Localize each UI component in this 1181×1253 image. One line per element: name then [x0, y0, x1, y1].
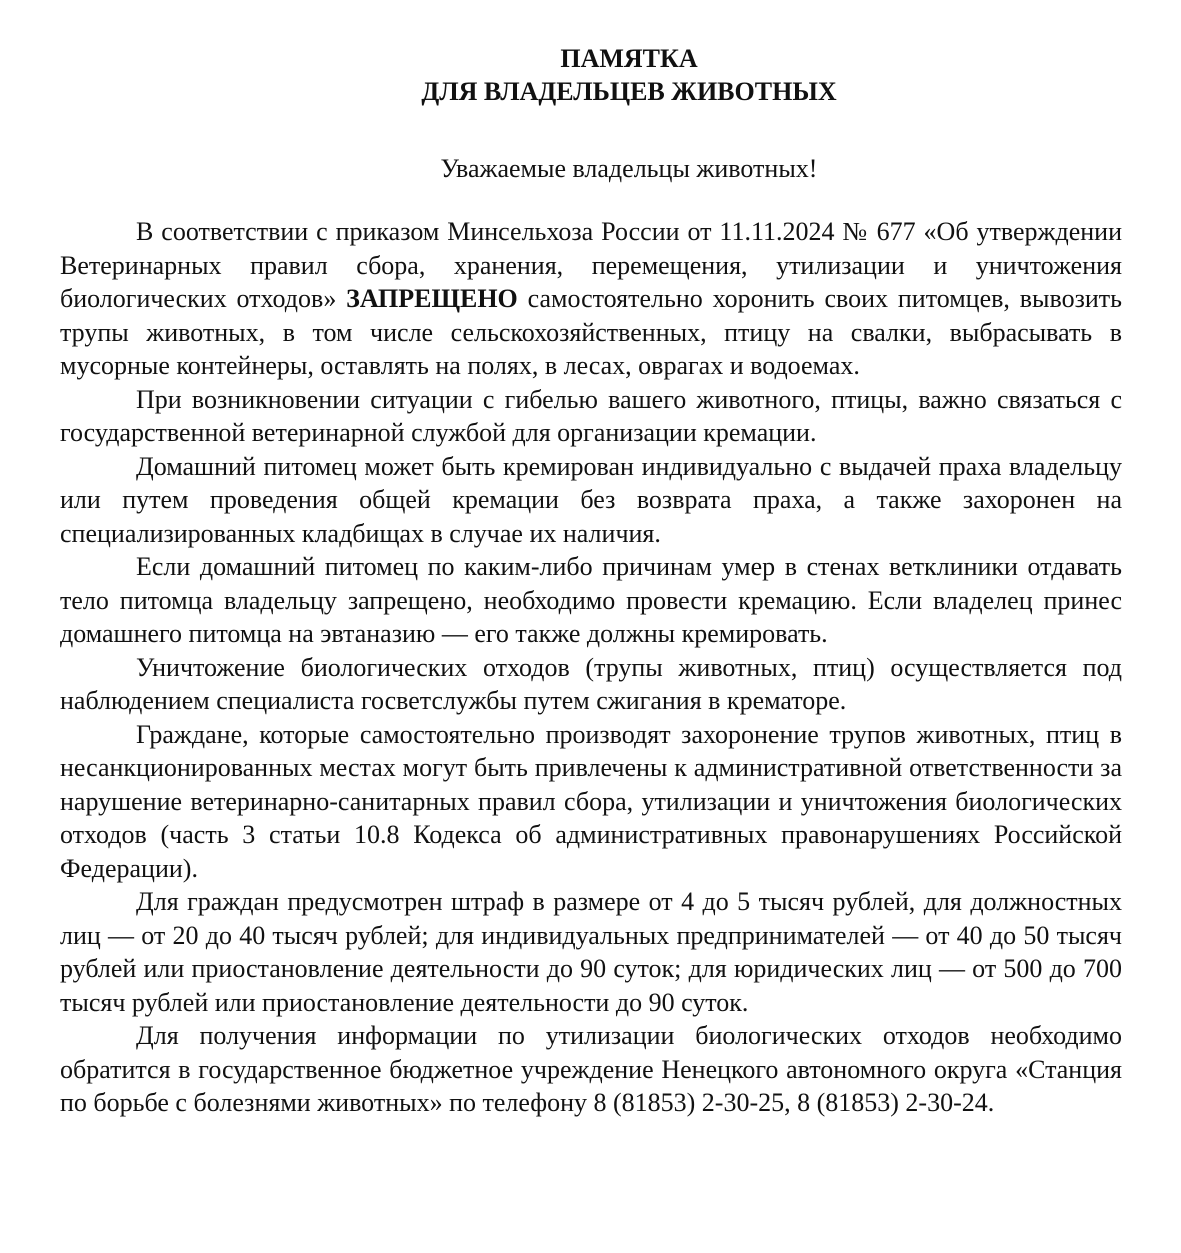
paragraph-prohibition: [60, 215, 1122, 383]
prohibited-emphasis: ЗАПРЕЩЕНО: [346, 284, 518, 313]
memo-document: [60, 42, 1122, 1120]
prohibition-text-start: В соответствии с приказом Минсельхоза России от 11.11.2024 № 677 «Об утверждении Ветеринарных правил сбора, хранения, перемещения, утилизации и уничтожения биологических отходов»: [60, 217, 1122, 313]
paragraph-liability: Граждане, которые самостоятельно производят захоронение трупов животных, птиц в несанкционированных местах могут быть привлечены к административной ответственности за нарушение ветеринарно-санитарных правил сбора, утилизации и уничтожения биологических отходов (часть 3 статьи 10.8 Кодекса об административных правонарушениях Российской Федерации).: [60, 719, 1122, 883]
paragraph-clinic-death: Если домашний питомец по каким-либо причинам умер в стенах ветклиники отдавать тело питомца владельцу запрещено, необходимо провести кремацию. Если владелец принес домашнего питомца на эвтаназию — его также должны кремировать.: [60, 552, 1122, 648]
paragraph-fines: Для граждан предусмотрен штраф в размере от 4 до 5 тысяч рублей, для должностных лиц — от 20 до 40 тысяч рублей; для индивидуальных предпринимателей — от 40 до 50 тысяч рублей или приостановление деятельности до 90 суток; для юридических лиц — от 500 до 700 тысяч рублей или приостановление деятельности до 90 суток.: [60, 887, 1122, 1017]
paragraph-contact-info: Для получения информации по утилизации биологических отходов необходимо обратится в государственное бюджетное учреждение Ненецкого автономного округа «Станция по борьбе с болезнями животных» по телефону 8 (81853) 2-30-25, 8 (81853) 2-30-24.: [60, 1021, 1122, 1117]
paragraph-destruction: Уничтожение биологических отходов (трупы животных, птиц) осуществляется под наблюдением специалиста госветслужбы путем сжигания в крематоре.: [60, 652, 1122, 715]
paragraph-contact-vet-service: При возникновении ситуации с гибелью вашего животного, птицы, важно связаться с государственной ветеринарной службой для организации кремации.: [60, 384, 1122, 447]
document-title: [60, 42, 1122, 108]
prohibition-text-end: самостоятельно хоронить своих питомцев, вывозить трупы животных, в том числе сельскохозяйственных, птицу на свалки, выбрасывать в мусорные контейнеры, оставлять на полях, в лесах, оврагах и водоемах.: [60, 284, 1122, 380]
title-line-1: ПАМЯТКА: [560, 44, 698, 73]
title-line-2: ДЛЯ ВЛАДЕЛЬЦЕВ ЖИВОТНЫХ: [421, 77, 837, 106]
paragraph-cremation-options: Домашний питомец может быть кремирован индивидуально с выдачей праха владельцу или путем проведения общей кремации без возврата праха, а также захоронен на специализированных кладбищах в случае их наличия.: [60, 451, 1122, 548]
greeting: Уважаемые владельцы животных!: [440, 154, 818, 183]
